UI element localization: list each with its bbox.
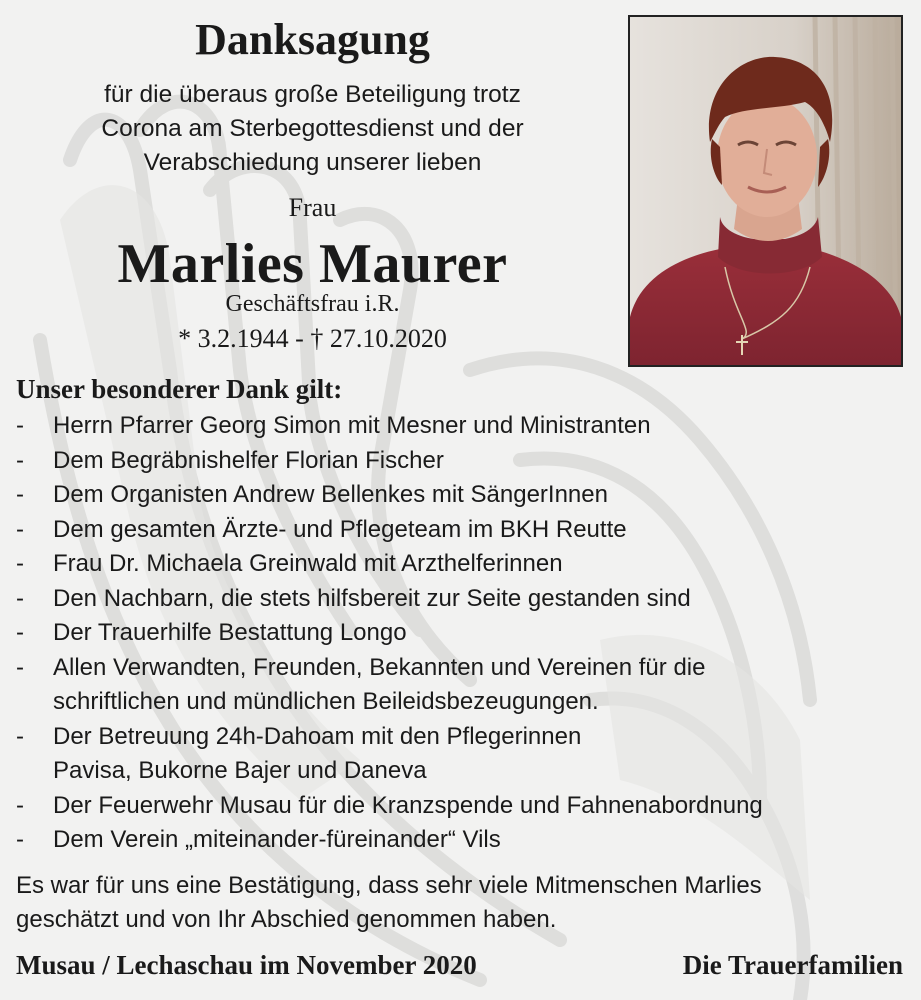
bullet-dash: - — [16, 446, 24, 474]
bullet-dash: - — [16, 550, 24, 577]
list-item-text: Der Feuerwehr Musau für die Kranzspende und Fahnenabordnung — [53, 791, 763, 819]
signature: Die Trauerfamilien — [682, 950, 903, 980]
portrait-photo — [628, 15, 903, 367]
list-item-text: Allen Verwandten, Freunden, Bekannten und Vereinen für die — [53, 653, 706, 681]
list-item — [16, 478, 911, 513]
bullet-dash: - — [16, 653, 24, 681]
list-item-text: Herrn Pfarrer Georg Simon mit Mesner und Ministranten — [53, 412, 651, 439]
place-date: Musau / Lechaschau im November 2020 — [16, 950, 477, 980]
salutation: Frau — [288, 193, 337, 222]
bullet-dash: - — [16, 515, 24, 543]
life-dates: * 3.2.1944 - † 27.10.2020 — [178, 324, 447, 353]
bullet-dash: - — [16, 584, 24, 612]
intro-text — [0, 78, 625, 180]
list-item-text: Dem gesamten Ärzte- und Pflegeteam im BKH Reutte — [53, 515, 627, 543]
list-item — [16, 651, 911, 720]
intro-line: Verabschiedung unserer lieben — [143, 149, 482, 176]
list-item-text: Dem Begräbnishelfer Florian Fischer — [53, 446, 444, 474]
list-item — [16, 789, 911, 824]
list-item-text: Frau Dr. Michaela Greinwald mit Arzthelferinnen — [53, 550, 563, 577]
list-item — [16, 823, 911, 858]
list-item — [16, 444, 911, 479]
list-item — [16, 720, 911, 789]
intro-line: Corona am Sterbegottesdienst und der — [101, 115, 524, 142]
list-item-text: Der Trauerhilfe Bestattung Longo — [53, 619, 407, 646]
bullet-dash: - — [16, 481, 24, 508]
list-item — [16, 582, 911, 617]
list-item-text: Den Nachbarn, die stets hilfsbereit zur Seite gestanden sind — [53, 584, 691, 612]
thanks-heading: Unser besonderer Dank gilt: — [16, 374, 343, 404]
page-title: Danksagung — [195, 15, 430, 64]
list-item-text: Dem Verein „miteinander-füreinander“ Vils — [53, 826, 501, 853]
closing-text — [16, 869, 911, 937]
closing-line: geschätzt und von Ihr Abschied genommen haben. — [16, 906, 557, 933]
bullet-dash: - — [16, 619, 24, 646]
list-item — [16, 547, 911, 582]
bullet-dash: - — [16, 722, 24, 750]
bullet-dash: - — [16, 412, 24, 439]
thanks-list — [16, 409, 911, 858]
occupation: Geschäftsfrau i.R. — [225, 291, 400, 317]
intro-line: für die überaus große Beteiligung trotz — [104, 81, 521, 108]
deceased-name: Marlies Maurer — [117, 233, 508, 295]
closing-line: Es war für uns eine Bestätigung, dass sehr viele Mitmenschen Marlies — [16, 872, 762, 899]
list-item-text: Der Betreuung 24h-Dahoam mit den Pflegerinnen — [53, 722, 582, 750]
list-item — [16, 616, 911, 651]
list-item-text: Dem Organisten Andrew Bellenkes mit SängerInnen — [53, 481, 608, 508]
list-item-text: Pavisa, Bukorne Bajer und Daneva — [53, 757, 427, 784]
bullet-dash: - — [16, 826, 24, 853]
list-item-text: schriftlichen und mündlichen Beileidsbezeugungen. — [53, 688, 599, 715]
list-item — [16, 409, 911, 444]
list-item — [16, 513, 911, 548]
portrait-icon — [630, 17, 901, 365]
bullet-dash: - — [16, 791, 24, 819]
